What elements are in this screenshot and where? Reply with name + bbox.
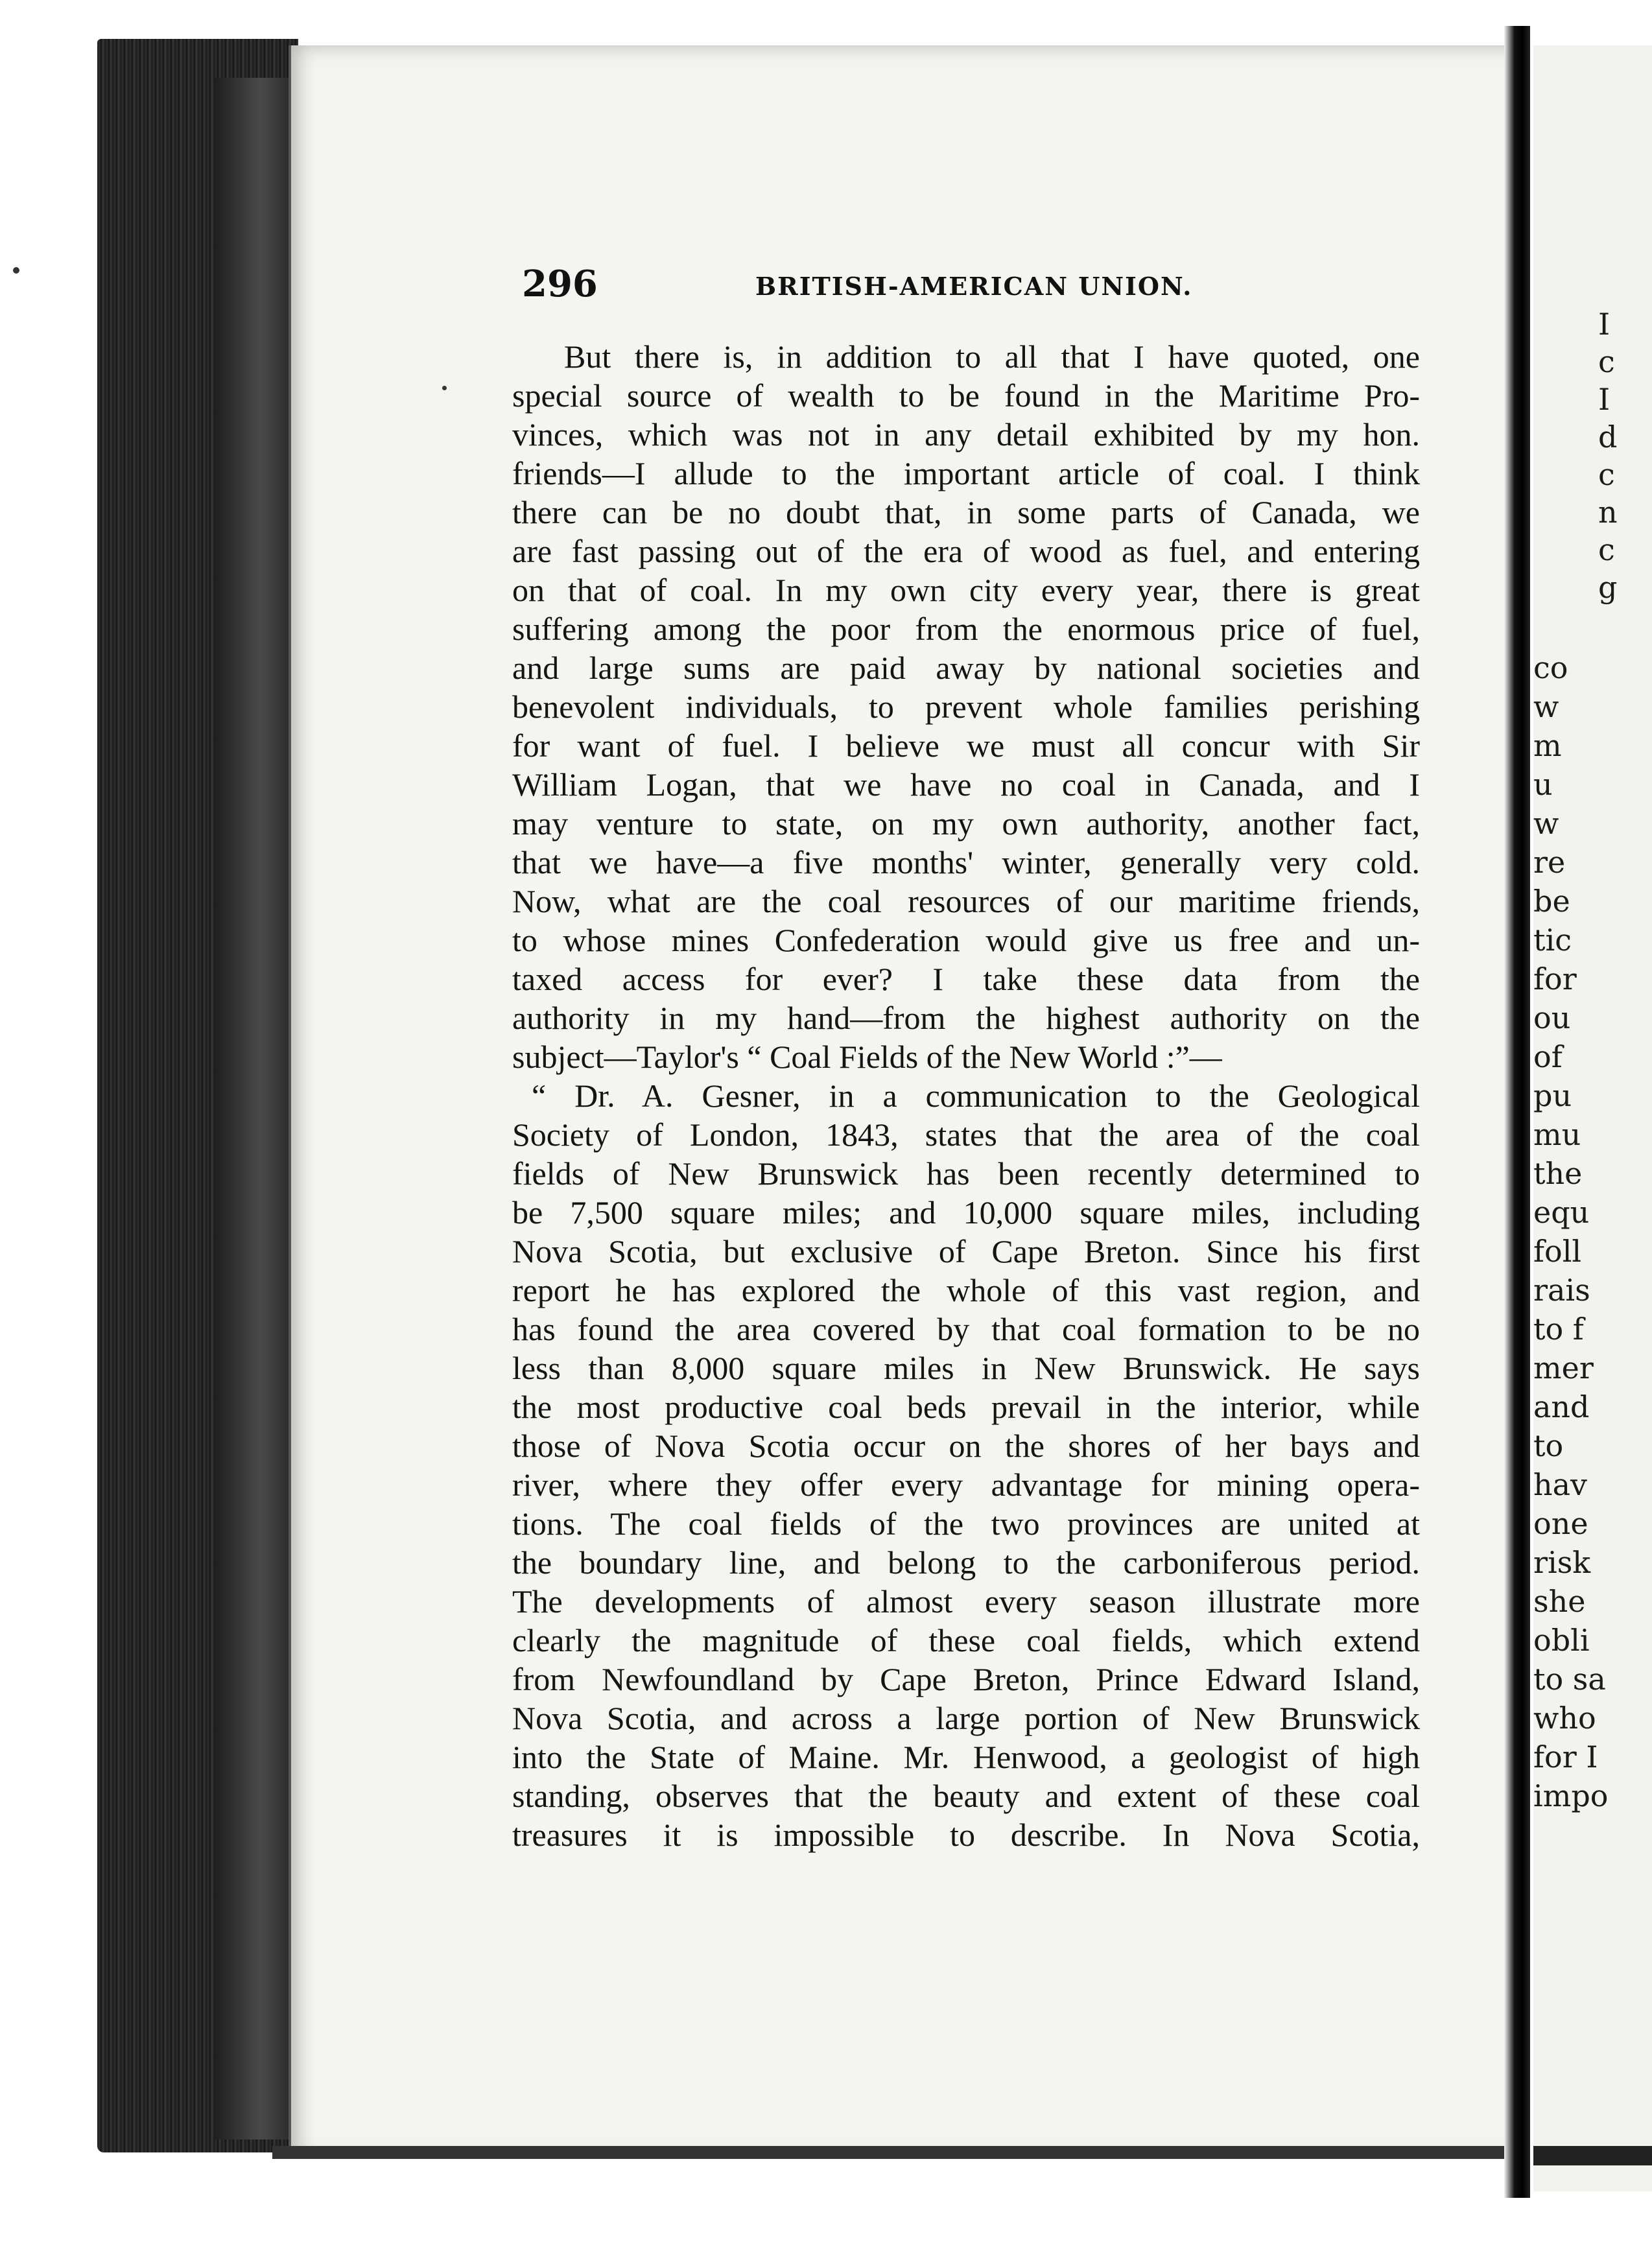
text-line: But there is, in addition to all that I have quoted, one <box>564 338 1420 375</box>
text-line: has found the area covered by that coal formation to be no <box>512 1311 1420 1347</box>
text-line: are fast passing out of the era of wood as fuel, and entering <box>512 533 1420 569</box>
page-header <box>522 263 1436 308</box>
page-number: 296 <box>522 263 598 305</box>
facing-page-fragment: d <box>1598 419 1618 454</box>
page-gutter <box>1504 26 1530 2198</box>
text-line: report he has explored the whole of this vast region, and <box>512 1272 1420 1308</box>
facing-page-fragment: c <box>1598 344 1615 379</box>
facing-page-fragment: co <box>1533 650 1568 685</box>
text-line: authority in my hand—from the highest authority on the <box>512 1000 1420 1036</box>
text-line: less than 8,000 square miles in New Brunswick. He says <box>512 1350 1420 1386</box>
facing-page-fragment: I <box>1598 382 1611 417</box>
facing-page-fragment: and <box>1533 1389 1590 1424</box>
facing-page-fragment: to sa <box>1533 1662 1606 1697</box>
facing-page-fragment: of <box>1533 1039 1563 1074</box>
facing-page-fragment: g <box>1598 570 1618 605</box>
text-line: benevolent individuals, to prevent whole families perishing <box>512 689 1420 725</box>
text-line: taxed access for ever? I take these data from the <box>512 961 1420 997</box>
facing-page-fragment: pu <box>1533 1078 1572 1113</box>
text-line: Now, what are the coal resources of our maritime friends, <box>512 883 1420 919</box>
margin-speck <box>442 386 447 390</box>
text-line: standing, observes that the beauty and extent of these coal <box>512 1778 1420 1814</box>
facing-page-fragment: I <box>1598 307 1611 342</box>
text-line: on that of coal. In my own city every year, there is great <box>512 572 1420 608</box>
text-line: may venture to state, on my own authority, another fact, <box>512 805 1420 842</box>
facing-page-fragment: who <box>1533 1701 1596 1736</box>
text-line: Society of London, 1843, states that the area of the coal <box>512 1116 1420 1153</box>
facing-page-fragment: n <box>1598 495 1618 530</box>
facing-page-fragment: obli <box>1533 1623 1590 1658</box>
text-line: be 7,500 square miles; and 10,000 square miles, including <box>512 1194 1420 1231</box>
facing-page-fragment: she <box>1533 1584 1586 1619</box>
facing-page-bottom-edge <box>1533 2146 1652 2165</box>
facing-page-fragment: w <box>1533 806 1559 841</box>
body-text <box>512 337 1420 1854</box>
facing-page-fragment: w <box>1533 689 1559 724</box>
facing-page-fragment: mu <box>1533 1117 1581 1152</box>
facing-page-fragment: impo <box>1533 1778 1609 1813</box>
facing-page-fragment: foll <box>1533 1234 1582 1269</box>
text-line: that we have—a five months' winter, generally very cold. <box>512 844 1420 880</box>
text-line: treasures it is impossible to describe. In Nova Scotia, <box>512 1817 1420 1853</box>
facing-page-fragment: re <box>1533 845 1566 880</box>
text-line: there can be no doubt that, in some parts of Canada, we <box>512 494 1420 530</box>
text-line: William Logan, that we have no coal in Canada, and I <box>512 766 1420 803</box>
text-line: fields of New Brunswick has been recently determined to <box>512 1155 1420 1192</box>
facing-page-fragment: tic <box>1533 923 1572 958</box>
facing-page <box>1533 45 1652 2191</box>
facing-page-fragment: equ <box>1533 1195 1590 1230</box>
text-line: river, where they offer every advantage for mining opera- <box>512 1467 1420 1503</box>
text-line: suffering among the poor from the enormous price of fuel, <box>512 611 1420 647</box>
facing-page-fragment: the <box>1533 1156 1583 1191</box>
facing-page-fragment: to f <box>1533 1312 1584 1347</box>
text-line: the most productive coal beds prevail in the interior, while <box>512 1389 1420 1425</box>
facing-page-fragment: mer <box>1533 1350 1594 1385</box>
text-line: “ Dr. A. Gesner, in a communication to the Geological <box>532 1078 1420 1114</box>
facing-page-fragment: for <box>1533 961 1577 996</box>
facing-page-fragment: m <box>1533 728 1562 763</box>
text-line: from Newfoundland by Cape Breton, Prince Edward Island, <box>512 1661 1420 1697</box>
facing-page-fragment: risk <box>1533 1545 1591 1580</box>
text-line: those of Nova Scotia occur on the shores of her bays and <box>512 1428 1420 1464</box>
facing-page-fragment: for I <box>1533 1739 1598 1774</box>
running-head: BRITISH-AMERICAN UNION. <box>755 272 1193 301</box>
text-line: and large sums are paid away by national societies and <box>512 650 1420 686</box>
text-line: The developments of almost every season illustrate more <box>512 1583 1420 1620</box>
facing-page-fragment: ou <box>1533 1000 1571 1035</box>
text-line: tions. The coal fields of the two provinces are united at <box>512 1505 1420 1542</box>
margin-speck <box>13 267 19 274</box>
facing-page-fragment: c <box>1598 457 1615 492</box>
text-line: special source of wealth to be found in the Maritime Pro- <box>512 377 1420 414</box>
text-line: Nova Scotia, but exclusive of Cape Breton. Since his first <box>512 1233 1420 1269</box>
text-line: the boundary line, and belong to the carboniferous period. <box>512 1544 1420 1581</box>
facing-page-fragment: hav <box>1533 1467 1588 1502</box>
text-line: friends—I allude to the important article of coal. I think <box>512 455 1420 491</box>
text-line: for want of fuel. I believe we must all concur with Sir <box>512 727 1420 764</box>
facing-page-fragment: u <box>1533 767 1553 802</box>
book-edge-inner <box>214 78 292 2139</box>
facing-page-fragment: rais <box>1533 1273 1590 1308</box>
facing-page-fragment: one <box>1533 1506 1588 1541</box>
facing-page-fragment: to <box>1533 1428 1564 1463</box>
page-bottom-edge <box>272 2146 1517 2159</box>
text-line: subject—Taylor's “ Coal Fields of the New World :”— <box>512 1039 1222 1075</box>
text-line: into the State of Maine. Mr. Henwood, a geologist of high <box>512 1739 1420 1775</box>
text-line: Nova Scotia, and across a large portion of New Brunswick <box>512 1700 1420 1736</box>
text-line: vinces, which was not in any detail exhibited by my hon. <box>512 416 1420 453</box>
text-line: to whose mines Confederation would give us free and un- <box>512 922 1420 958</box>
text-line: clearly the magnitude of these coal fields, which extend <box>512 1622 1420 1658</box>
facing-page-fragment: be <box>1533 884 1570 919</box>
facing-page-fragment: c <box>1598 532 1615 567</box>
